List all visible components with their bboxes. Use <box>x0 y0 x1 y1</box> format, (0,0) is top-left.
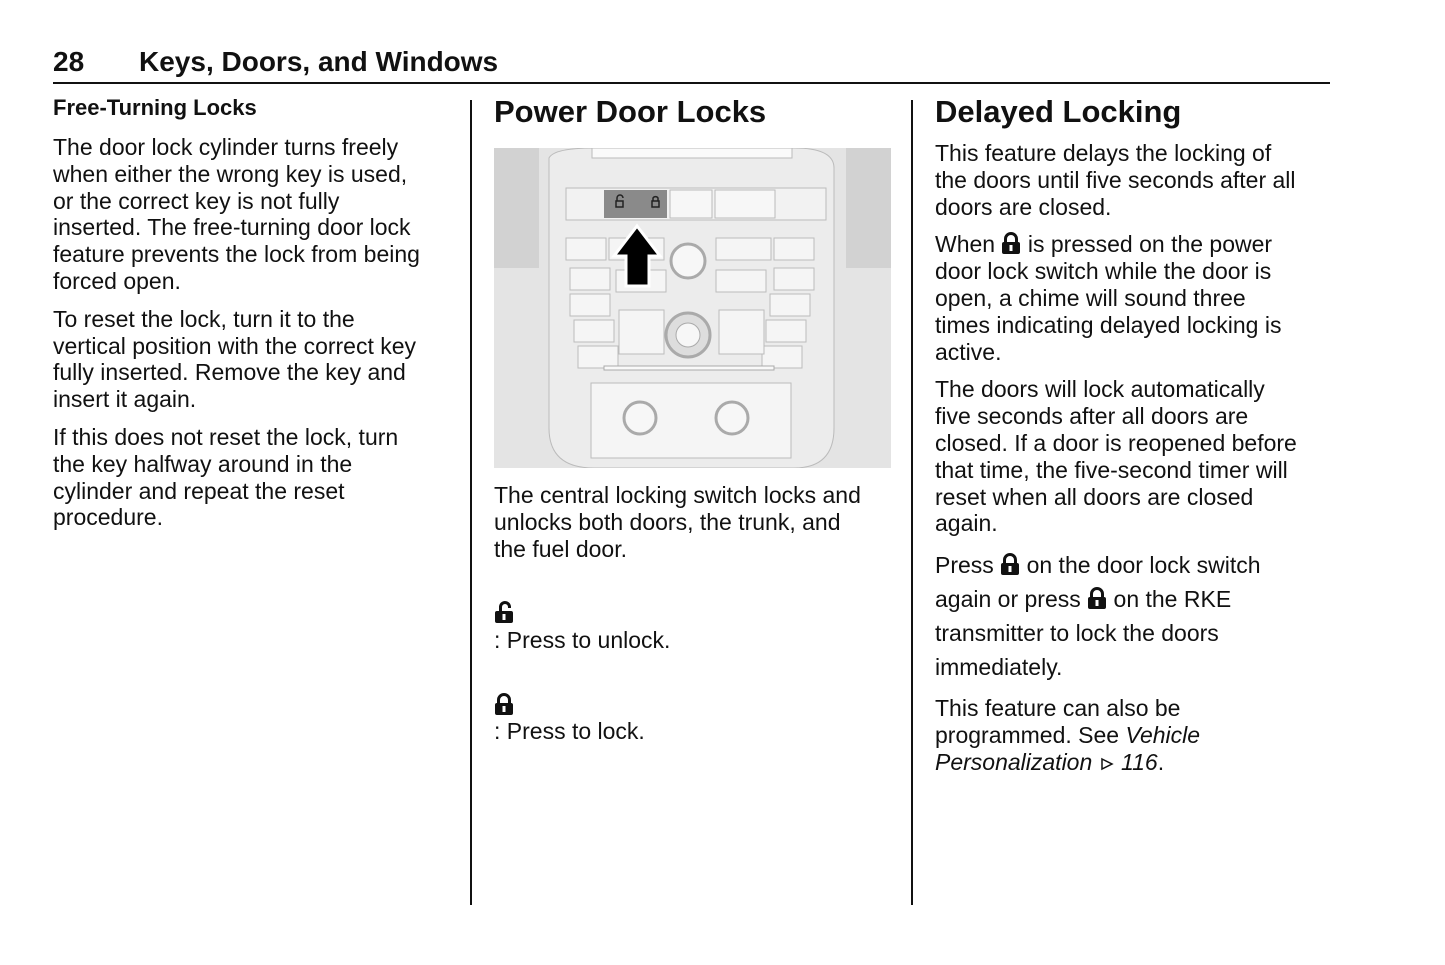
right-column <box>935 94 1335 787</box>
center-console-illustration <box>494 148 891 468</box>
section-heading: Free-Turning Locks <box>53 95 257 120</box>
left-column <box>53 94 463 542</box>
lock-legend: : Press to lock. <box>494 665 894 745</box>
lock-icon <box>1087 586 1107 610</box>
unlock-icon <box>494 600 514 624</box>
column-divider <box>470 100 472 905</box>
paragraph: If this does not reset the lock, turn the key halfway around in the cylinder and repeat the reset procedure. <box>53 423 399 531</box>
column-divider <box>911 100 913 905</box>
paragraph: This feature delays the locking of the doors until five seconds after all doors are closed. <box>935 140 1296 220</box>
paragraph: The door lock cylinder turns freely when either the wrong key is used, or the correct key is not fully inserted. The free-turning door lock feature prevents the lock from being forced open. <box>53 134 420 294</box>
middle-column <box>494 94 894 756</box>
paragraph: This feature can also be programmed. See Vehicle Personalization 116. <box>935 695 1201 775</box>
section-title: Delayed Locking <box>935 94 1182 129</box>
unlock-legend: : Press to unlock. <box>494 573 894 653</box>
page-number: 28 <box>53 46 85 77</box>
page-header <box>53 46 498 78</box>
paragraph: When is pressed on the power door lock switch while the door is open, a chime will sound three times indicating delayed locking is active. <box>935 231 1282 365</box>
lock-icon <box>494 692 514 716</box>
paragraph: Press on the door lock switch again or press on the RKE transmitter to lock the doors immediately. <box>935 552 1261 681</box>
paragraph: The central locking switch locks and unlocks both doors, the trunk, and the fuel door. <box>494 482 861 562</box>
header-rule <box>53 82 1330 84</box>
chapter-title: Keys, Doors, and Windows <box>139 46 499 77</box>
paragraph: To reset the lock, turn it to the vertical position with the correct key fully inserted. Remove the key and insert it again. <box>53 305 417 413</box>
cross-reference-link[interactable]: Vehicle Personalization <box>935 721 1201 775</box>
section-title: Power Door Locks <box>494 94 767 129</box>
page-reference-arrow-icon <box>1099 756 1115 772</box>
page-reference[interactable]: 116 <box>1114 748 1158 775</box>
lock-icon <box>1000 552 1020 576</box>
lock-icon <box>1001 231 1021 255</box>
paragraph: The doors will lock automatically five seconds after all doors are closed. If a door is reopened before that time, the five-second timer will reset when all doors are closed again. <box>935 376 1297 537</box>
